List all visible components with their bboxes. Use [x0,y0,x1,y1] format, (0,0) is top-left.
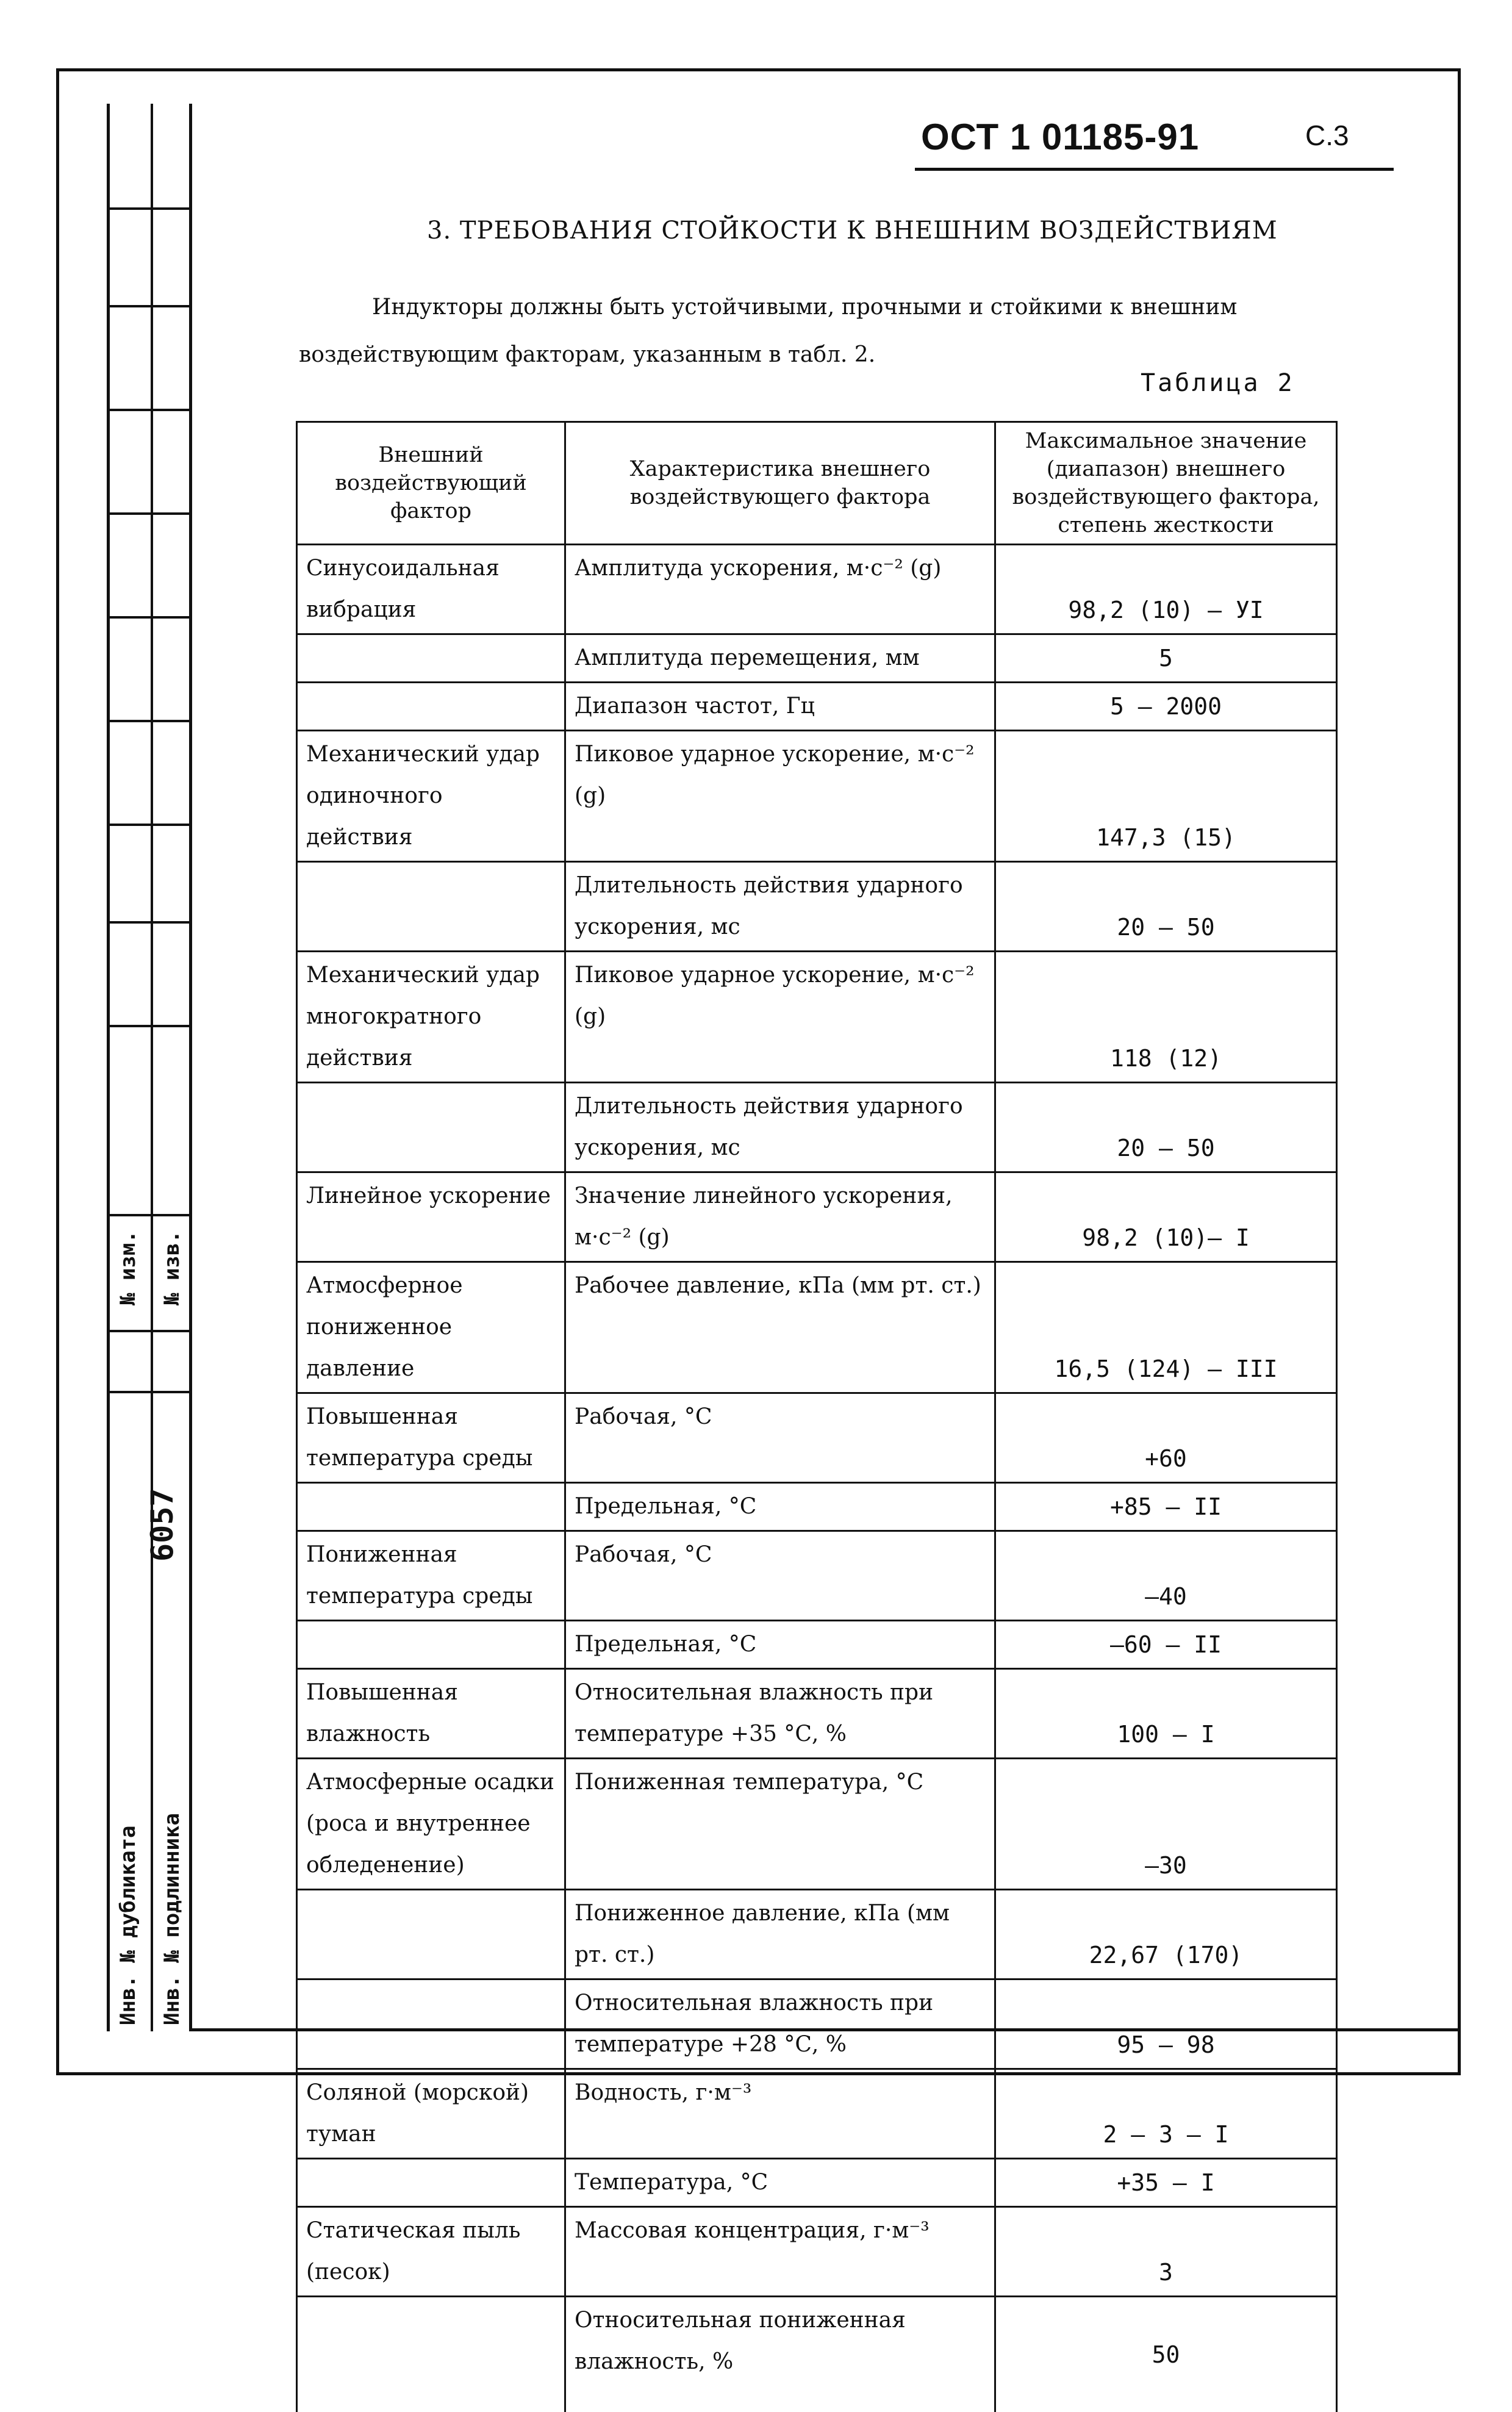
characteristic-cell: Пониженное давление, кПа (мм рт. ст.) [565,1890,995,1979]
strip-tick [110,1025,189,1027]
table-row [297,1262,1337,1393]
value-cell: +35 – I [995,2159,1337,2207]
section-title: 3. ТРЕБОВАНИЯ СТОЙКОСТИ К ВНЕШНИМ ВОЗДЕЙСТВИЯМ [427,217,1278,245]
factor-cell: Линейное ускорение [297,1172,565,1262]
strip-tick [110,1391,189,1393]
table-row [297,1621,1337,1669]
stamp-number: 6057 [145,1488,180,1562]
strip-tick [110,921,189,924]
value-cell: 98,2 (10)– I [995,1172,1337,1262]
value-cell: 16,5 (124) – III [995,1262,1337,1393]
factor-cell: Соляной (морской) туман [297,2069,565,2159]
table-row [297,1890,1337,1979]
value-cell: –60 – II [995,1621,1337,1669]
side-label-original: Инв. № подлинника [160,1813,184,2025]
characteristic-cell: Рабочая, °С [565,1393,995,1483]
table-row [297,2069,1337,2159]
characteristic-cell: Амплитуда перемещения, мм [565,634,995,683]
factor-cell [297,862,565,952]
table-header-row [297,422,1337,545]
value-cell: 3 [995,2207,1337,2297]
factor-cell [297,2159,565,2207]
strip-tick [110,305,189,307]
table-row [297,1759,1337,1890]
value-cell: 5 [995,634,1337,683]
header-value: Максимальное значение (диапазон) внешнего воздействующего фактора, степень жесткости [995,422,1337,545]
table-row [297,862,1337,952]
intro-paragraph: Индукторы должны быть устойчивыми, прочными и стойкими к внешним воздействующим факторам, указанным в табл. 2. [299,284,1330,379]
factor-cell: Пониженная температура среды [297,1531,565,1621]
strip-tick [110,1330,189,1332]
side-strip-divider [151,104,153,2031]
factor-cell: Повышенная влажность [297,1669,565,1759]
characteristic-cell: Массовая концентрация, г·м⁻³ [565,2207,995,2297]
factor-cell [297,1483,565,1531]
table-row [297,1393,1337,1483]
value-cell: 2 – 3 – I [995,2069,1337,2159]
characteristic-cell: Относительная влажность при температуре +35 °С, % [565,1669,995,1759]
characteristic-cell: Пиковое ударное ускорение, м·с⁻² (g) [565,952,995,1083]
table-row [297,1172,1337,1262]
characteristic-cell: Амплитуда ускорения, м·с⁻² (g) [565,545,995,634]
strip-tick [110,720,189,722]
value-cell: 20 – 50 [995,1083,1337,1172]
value-cell: +85 – II [995,1483,1337,1531]
table-row [297,2159,1337,2207]
value-cell: –30 [995,1759,1337,1890]
header-factor: Внешний воздействующий фактор [297,422,565,545]
factor-cell [297,1621,565,1669]
factor-cell [297,634,565,683]
table-row [297,2207,1337,2297]
characteristic-cell: Значение линейного ускорения, м·с⁻² (g) [565,1172,995,1262]
strip-tick [110,1214,189,1216]
strip-tick [110,824,189,826]
characteristic-cell: Пиковое ударное ускорение, м·с⁻² (g) [565,731,995,862]
factor-cell [297,1979,565,2069]
table-row [297,683,1337,731]
side-label-izm: № изм. [116,1230,140,1305]
strip-tick [110,512,189,515]
characteristic-cell: Относительная пониженная влажность, % [565,2297,995,2412]
factor-cell [297,1083,565,1172]
strip-tick [110,616,189,619]
factor-cell [297,1890,565,1979]
value-cell: 95 – 98 [995,1979,1337,2069]
header-rule [915,168,1394,171]
value-cell: +60 [995,1393,1337,1483]
table-row [297,952,1337,1083]
characteristic-cell: Рабочая, °С [565,1531,995,1621]
characteristic-cell: Водность, г·м⁻³ [565,2069,995,2159]
characteristic-cell: Температура, °С [565,2159,995,2207]
table-row [297,1531,1337,1621]
value-cell: 20 – 50 [995,862,1337,952]
characteristic-cell: Предельная, °С [565,1483,995,1531]
strip-tick [110,409,189,411]
value-cell: –40 [995,1531,1337,1621]
document-code: ОСТ 1 01185-91 [921,116,1199,158]
table-row [297,1483,1337,1531]
strip-tick [110,207,189,210]
factor-cell [297,2297,565,2412]
table-row [297,1669,1337,1759]
side-strip [107,104,192,2031]
value-cell: 22,67 (170) [995,1890,1337,1979]
factor-cell: Статическая пыль (песок) [297,2207,565,2297]
table-row [297,731,1337,862]
table-label: Таблица 2 [1141,369,1295,397]
value-cell: 118 (12) [995,952,1337,1083]
value-cell: 98,2 (10) – УI [995,545,1337,634]
value-cell: 5 – 2000 [995,683,1337,731]
characteristic-cell: Диапазон частот, Гц [565,683,995,731]
value-cell: 147,3 (15) [995,731,1337,862]
characteristic-cell: Длительность действия ударного ускорения, мс [565,1083,995,1172]
table-row [297,2297,1337,2412]
factor-cell: Атмосферные осадки (роса и внутреннее обледенение) [297,1759,565,1890]
table-row [297,1083,1337,1172]
requirements-table [296,421,1338,2412]
side-label-izv: № изв. [160,1230,184,1305]
side-label-duplicate: Инв. № дубликата [116,1825,140,2025]
factor-cell: Механический удар многократного действия [297,952,565,1083]
characteristic-cell: Пониженная температура, °С [565,1759,995,1890]
table-row [297,545,1337,634]
factor-cell [297,683,565,731]
characteristic-cell: Длительность действия ударного ускорения, мс [565,862,995,952]
characteristic-cell: Относительная влажность при температуре +28 °С, % [565,1979,995,2069]
characteristic-cell: Рабочее давление, кПа (мм рт. ст.) [565,1262,995,1393]
factor-cell: Повышенная температура среды [297,1393,565,1483]
factor-cell: Механический удар одиночного действия [297,731,565,862]
factor-cell: Синусоидальная вибрация [297,545,565,634]
value-cell: 100 – I [995,1669,1337,1759]
characteristic-cell: Предельная, °С [565,1621,995,1669]
value-cell: 50 [995,2297,1337,2412]
page-number: С.3 [1305,119,1349,152]
factor-cell: Атмосферное пониженное давление [297,1262,565,1393]
table-row [297,1979,1337,2069]
header-characteristic: Характеристика внешнего воздействующего фактора [565,422,995,545]
table-row [297,634,1337,683]
